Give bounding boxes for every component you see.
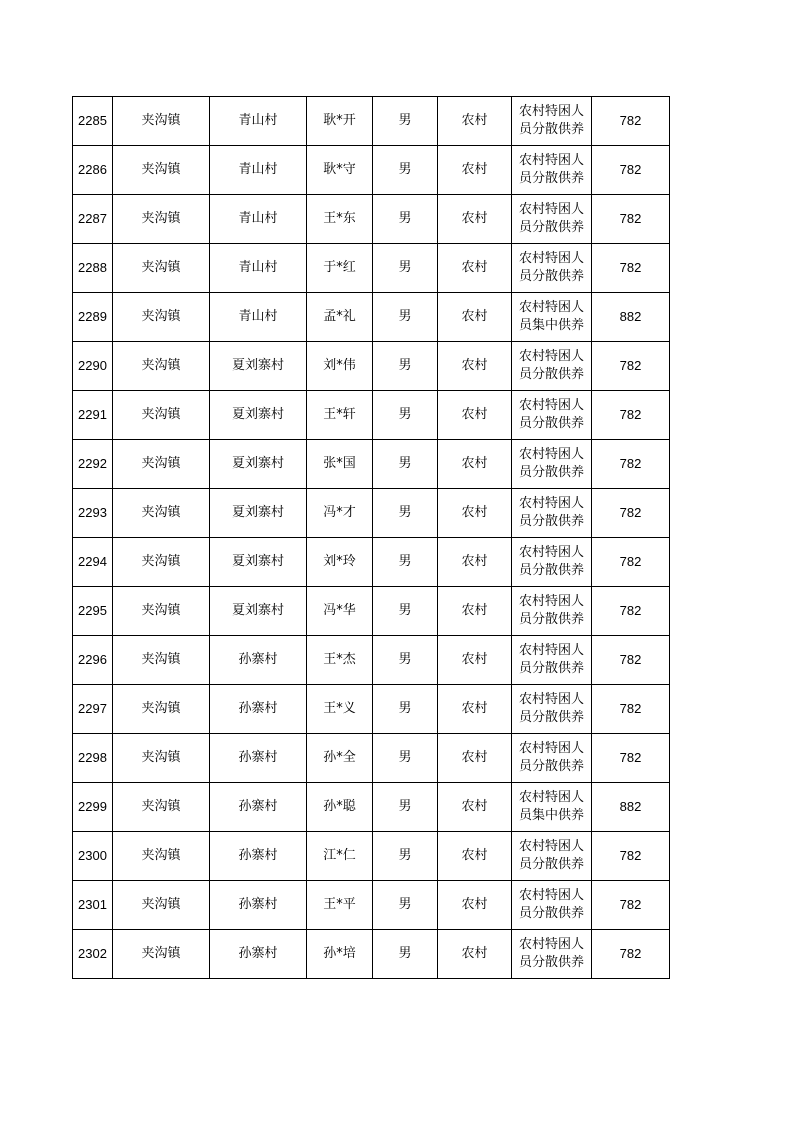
village-cell: 夏刘寨村 xyxy=(210,538,307,587)
serial-number-cell: 2302 xyxy=(73,930,113,979)
town-cell: 夹沟镇 xyxy=(113,195,210,244)
town-cell: 夹沟镇 xyxy=(113,734,210,783)
support-type-cell xyxy=(512,391,592,440)
amount-cell: 782 xyxy=(592,881,670,930)
serial-number-cell: 2293 xyxy=(73,489,113,538)
table-row xyxy=(73,832,670,881)
serial-number-cell: 2290 xyxy=(73,342,113,391)
table-row xyxy=(73,930,670,979)
gender-cell: 男 xyxy=(373,587,438,636)
support-type-cell xyxy=(512,783,592,832)
town-cell: 夹沟镇 xyxy=(113,685,210,734)
table-row xyxy=(73,97,670,146)
amount-cell: 782 xyxy=(592,930,670,979)
amount-cell: 782 xyxy=(592,538,670,587)
person-name-cell: 王*轩 xyxy=(307,391,373,440)
support-type-line: 员分散供养 xyxy=(518,612,584,627)
town-cell: 夹沟镇 xyxy=(113,881,210,930)
village-cell: 夏刘寨村 xyxy=(210,391,307,440)
gender-cell: 男 xyxy=(373,636,438,685)
area-cell: 农村 xyxy=(438,195,512,244)
support-type-line: 员分散供养 xyxy=(518,220,584,235)
village-cell: 孙寨村 xyxy=(210,734,307,783)
town-cell: 夹沟镇 xyxy=(113,244,210,293)
support-type-cell xyxy=(512,832,592,881)
table-row xyxy=(73,685,670,734)
village-cell: 孙寨村 xyxy=(210,881,307,930)
table-row xyxy=(73,440,670,489)
village-cell: 青山村 xyxy=(210,293,307,342)
support-type-cell xyxy=(512,930,592,979)
support-type-line: 农村特困人 xyxy=(518,104,584,119)
support-type-cell xyxy=(512,881,592,930)
town-cell: 夹沟镇 xyxy=(113,538,210,587)
area-cell: 农村 xyxy=(438,636,512,685)
area-cell: 农村 xyxy=(438,342,512,391)
support-type-line: 农村特困人 xyxy=(518,153,584,168)
support-type-line: 员分散供养 xyxy=(518,367,584,382)
gender-cell: 男 xyxy=(373,97,438,146)
support-type-cell xyxy=(512,440,592,489)
support-type-line: 员分散供养 xyxy=(518,759,584,774)
gender-cell: 男 xyxy=(373,881,438,930)
gender-cell: 男 xyxy=(373,195,438,244)
gender-cell: 男 xyxy=(373,538,438,587)
area-cell: 农村 xyxy=(438,440,512,489)
town-cell: 夹沟镇 xyxy=(113,587,210,636)
table-row xyxy=(73,342,670,391)
support-type-line: 员分散供养 xyxy=(518,465,584,480)
support-type-cell xyxy=(512,734,592,783)
amount-cell: 782 xyxy=(592,391,670,440)
support-type-cell xyxy=(512,195,592,244)
support-type-line: 农村特困人 xyxy=(518,398,584,413)
person-name-cell: 王*杰 xyxy=(307,636,373,685)
serial-number-cell: 2301 xyxy=(73,881,113,930)
town-cell: 夹沟镇 xyxy=(113,636,210,685)
area-cell: 农村 xyxy=(438,783,512,832)
person-name-cell: 冯*才 xyxy=(307,489,373,538)
gender-cell: 男 xyxy=(373,146,438,195)
support-type-line: 农村特困人 xyxy=(518,643,584,658)
serial-number-cell: 2300 xyxy=(73,832,113,881)
amount-cell: 882 xyxy=(592,293,670,342)
support-type-line: 员分散供养 xyxy=(518,857,584,872)
gender-cell: 男 xyxy=(373,293,438,342)
area-cell: 农村 xyxy=(438,538,512,587)
table-row xyxy=(73,734,670,783)
amount-cell: 782 xyxy=(592,97,670,146)
support-type-line: 农村特困人 xyxy=(518,251,584,266)
support-type-cell xyxy=(512,293,592,342)
table-row xyxy=(73,391,670,440)
serial-number-cell: 2289 xyxy=(73,293,113,342)
gender-cell: 男 xyxy=(373,930,438,979)
area-cell: 农村 xyxy=(438,734,512,783)
support-type-line: 员分散供养 xyxy=(518,955,584,970)
support-type-cell xyxy=(512,538,592,587)
village-cell: 孙寨村 xyxy=(210,685,307,734)
area-cell: 农村 xyxy=(438,244,512,293)
area-cell: 农村 xyxy=(438,832,512,881)
gender-cell: 男 xyxy=(373,342,438,391)
person-name-cell: 刘*伟 xyxy=(307,342,373,391)
village-cell: 青山村 xyxy=(210,244,307,293)
amount-cell: 782 xyxy=(592,832,670,881)
table-row xyxy=(73,783,670,832)
person-name-cell: 冯*华 xyxy=(307,587,373,636)
support-type-line: 农村特困人 xyxy=(518,545,584,560)
support-type-line: 员分散供养 xyxy=(518,563,584,578)
village-cell: 夏刘寨村 xyxy=(210,489,307,538)
serial-number-cell: 2299 xyxy=(73,783,113,832)
table-row xyxy=(73,587,670,636)
person-name-cell: 耿*开 xyxy=(307,97,373,146)
village-cell: 孙寨村 xyxy=(210,930,307,979)
gender-cell: 男 xyxy=(373,734,438,783)
support-type-line: 农村特困人 xyxy=(518,790,584,805)
table-row xyxy=(73,195,670,244)
support-type-cell xyxy=(512,636,592,685)
village-cell: 青山村 xyxy=(210,146,307,195)
records-table xyxy=(72,96,670,979)
amount-cell: 782 xyxy=(592,342,670,391)
support-type-line: 农村特困人 xyxy=(518,202,584,217)
serial-number-cell: 2288 xyxy=(73,244,113,293)
town-cell: 夹沟镇 xyxy=(113,832,210,881)
town-cell: 夹沟镇 xyxy=(113,342,210,391)
support-type-line: 农村特困人 xyxy=(518,888,584,903)
support-type-cell xyxy=(512,97,592,146)
gender-cell: 男 xyxy=(373,832,438,881)
table-row xyxy=(73,244,670,293)
support-type-line: 农村特困人 xyxy=(518,937,584,952)
serial-number-cell: 2294 xyxy=(73,538,113,587)
serial-number-cell: 2296 xyxy=(73,636,113,685)
support-type-cell xyxy=(512,587,592,636)
support-type-line: 员分散供养 xyxy=(518,906,584,921)
support-type-line: 农村特困人 xyxy=(518,496,584,511)
amount-cell: 782 xyxy=(592,685,670,734)
table-row xyxy=(73,636,670,685)
town-cell: 夹沟镇 xyxy=(113,391,210,440)
village-cell: 夏刘寨村 xyxy=(210,342,307,391)
amount-cell: 782 xyxy=(592,244,670,293)
support-type-line: 农村特困人 xyxy=(518,741,584,756)
support-type-line: 员分散供养 xyxy=(518,710,584,725)
area-cell: 农村 xyxy=(438,489,512,538)
village-cell: 青山村 xyxy=(210,97,307,146)
village-cell: 孙寨村 xyxy=(210,636,307,685)
person-name-cell: 孟*礼 xyxy=(307,293,373,342)
person-name-cell: 江*仁 xyxy=(307,832,373,881)
gender-cell: 男 xyxy=(373,391,438,440)
gender-cell: 男 xyxy=(373,244,438,293)
amount-cell: 782 xyxy=(592,195,670,244)
serial-number-cell: 2292 xyxy=(73,440,113,489)
amount-cell: 782 xyxy=(592,489,670,538)
person-name-cell: 张*国 xyxy=(307,440,373,489)
town-cell: 夹沟镇 xyxy=(113,783,210,832)
amount-cell: 782 xyxy=(592,734,670,783)
town-cell: 夹沟镇 xyxy=(113,440,210,489)
person-name-cell: 耿*守 xyxy=(307,146,373,195)
village-cell: 夏刘寨村 xyxy=(210,587,307,636)
table-row xyxy=(73,538,670,587)
area-cell: 农村 xyxy=(438,97,512,146)
table-body xyxy=(73,97,670,979)
village-cell: 夏刘寨村 xyxy=(210,440,307,489)
amount-cell: 882 xyxy=(592,783,670,832)
support-type-line: 农村特困人 xyxy=(518,300,584,315)
serial-number-cell: 2298 xyxy=(73,734,113,783)
support-type-line: 员分散供养 xyxy=(518,122,584,137)
table-row xyxy=(73,489,670,538)
table-row xyxy=(73,293,670,342)
serial-number-cell: 2297 xyxy=(73,685,113,734)
serial-number-cell: 2291 xyxy=(73,391,113,440)
amount-cell: 782 xyxy=(592,440,670,489)
village-cell: 孙寨村 xyxy=(210,832,307,881)
gender-cell: 男 xyxy=(373,685,438,734)
serial-number-cell: 2285 xyxy=(73,97,113,146)
support-type-line: 员分散供养 xyxy=(518,269,584,284)
support-type-line: 农村特困人 xyxy=(518,447,584,462)
area-cell: 农村 xyxy=(438,930,512,979)
person-name-cell: 王*东 xyxy=(307,195,373,244)
town-cell: 夹沟镇 xyxy=(113,489,210,538)
data-sheet xyxy=(72,96,670,979)
area-cell: 农村 xyxy=(438,391,512,440)
town-cell: 夹沟镇 xyxy=(113,97,210,146)
support-type-cell xyxy=(512,146,592,195)
person-name-cell: 孙*培 xyxy=(307,930,373,979)
support-type-line: 农村特困人 xyxy=(518,839,584,854)
support-type-line: 农村特困人 xyxy=(518,594,584,609)
support-type-line: 员分散供养 xyxy=(518,416,584,431)
support-type-line: 员分散供养 xyxy=(518,514,584,529)
table-row xyxy=(73,146,670,195)
support-type-line: 农村特困人 xyxy=(518,692,584,707)
area-cell: 农村 xyxy=(438,685,512,734)
support-type-line: 员分散供养 xyxy=(518,171,584,186)
serial-number-cell: 2287 xyxy=(73,195,113,244)
amount-cell: 782 xyxy=(592,636,670,685)
village-cell: 孙寨村 xyxy=(210,783,307,832)
person-name-cell: 孙*聪 xyxy=(307,783,373,832)
person-name-cell: 于*红 xyxy=(307,244,373,293)
village-cell: 青山村 xyxy=(210,195,307,244)
amount-cell: 782 xyxy=(592,587,670,636)
town-cell: 夹沟镇 xyxy=(113,930,210,979)
table-row xyxy=(73,881,670,930)
support-type-cell xyxy=(512,489,592,538)
support-type-line: 员集中供养 xyxy=(518,318,584,333)
person-name-cell: 孙*全 xyxy=(307,734,373,783)
person-name-cell: 王*义 xyxy=(307,685,373,734)
support-type-cell xyxy=(512,342,592,391)
gender-cell: 男 xyxy=(373,783,438,832)
gender-cell: 男 xyxy=(373,489,438,538)
person-name-cell: 刘*玲 xyxy=(307,538,373,587)
person-name-cell: 王*平 xyxy=(307,881,373,930)
serial-number-cell: 2295 xyxy=(73,587,113,636)
support-type-line: 农村特困人 xyxy=(518,349,584,364)
area-cell: 农村 xyxy=(438,881,512,930)
serial-number-cell: 2286 xyxy=(73,146,113,195)
support-type-cell xyxy=(512,244,592,293)
town-cell: 夹沟镇 xyxy=(113,146,210,195)
support-type-cell xyxy=(512,685,592,734)
support-type-line: 员分散供养 xyxy=(518,661,584,676)
area-cell: 农村 xyxy=(438,587,512,636)
support-type-line: 员集中供养 xyxy=(518,808,584,823)
amount-cell: 782 xyxy=(592,146,670,195)
gender-cell: 男 xyxy=(373,440,438,489)
area-cell: 农村 xyxy=(438,293,512,342)
area-cell: 农村 xyxy=(438,146,512,195)
town-cell: 夹沟镇 xyxy=(113,293,210,342)
